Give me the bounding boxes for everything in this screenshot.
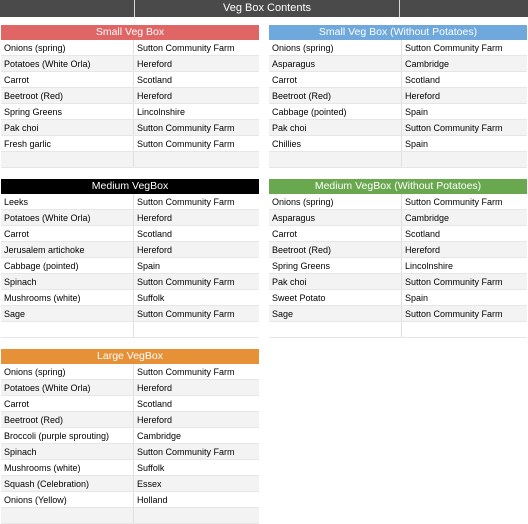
- table-row: [269, 152, 527, 168]
- table-row: [269, 226, 527, 242]
- item-name-cell[interactable]: Sage: [269, 306, 402, 321]
- item-origin-cell[interactable]: Suffolk: [137, 463, 165, 473]
- item-name-cell[interactable]: Squash (Celebration): [1, 476, 134, 491]
- table-row: [269, 40, 527, 56]
- item-origin-cell[interactable]: Scotland: [137, 75, 173, 85]
- medium-vegbox-without-potatoes-table: [269, 179, 527, 338]
- item-origin-cell[interactable]: Sutton Community Farm: [405, 197, 503, 207]
- table-row: [1, 380, 259, 396]
- item-origin-cell[interactable]: Sutton Community Farm: [405, 309, 503, 319]
- item-name-cell[interactable]: Potatoes (White Orla): [1, 380, 134, 395]
- item-origin-cell[interactable]: Sutton Community Farm: [405, 43, 503, 53]
- item-origin-cell[interactable]: Sutton Community Farm: [405, 277, 503, 287]
- large-vegbox-title[interactable]: Large VegBox: [1, 349, 259, 364]
- table-row: [269, 136, 527, 152]
- item-name-cell[interactable]: Cabbage (pointed): [269, 104, 402, 119]
- item-name-cell[interactable]: Carrot: [269, 72, 402, 87]
- item-name-cell[interactable]: Carrot: [269, 226, 402, 241]
- item-origin-cell[interactable]: Spain: [137, 261, 161, 271]
- table-row: [1, 412, 259, 428]
- header-cell[interactable]: [0, 0, 135, 17]
- item-name-cell[interactable]: Spinach: [1, 274, 134, 289]
- table-row: [1, 40, 259, 56]
- table-row: [1, 210, 259, 226]
- item-name-cell[interactable]: Asparagus: [269, 56, 402, 71]
- item-origin-cell[interactable]: Hereford: [137, 59, 173, 69]
- item-name-cell[interactable]: Leeks: [1, 194, 134, 209]
- item-name-cell[interactable]: Spinach: [1, 444, 134, 459]
- table-row: [269, 322, 527, 338]
- item-origin-cell[interactable]: Suffolk: [137, 293, 165, 303]
- item-origin-cell[interactable]: Spain: [405, 139, 429, 149]
- table-row: [269, 104, 527, 120]
- item-origin-cell[interactable]: [134, 322, 259, 337]
- item-name-cell[interactable]: [269, 152, 402, 167]
- item-name-cell[interactable]: Asparagus: [269, 210, 402, 225]
- item-name-cell[interactable]: Potatoes (White Orla): [1, 210, 134, 225]
- table-row: [1, 322, 259, 338]
- table-row: [1, 152, 259, 168]
- item-origin-cell[interactable]: [134, 152, 259, 167]
- item-name-cell[interactable]: Potatoes (White Orla): [1, 56, 134, 71]
- sheet-title[interactable]: Veg Box Contents: [222, 2, 312, 14]
- table-row: [1, 72, 259, 88]
- small-veg-box-without-potatoes-title[interactable]: Small Veg Box (Without Potatoes): [269, 25, 527, 40]
- item-name-cell[interactable]: Pak choi: [269, 274, 402, 289]
- item-origin-cell[interactable]: Hereford: [137, 415, 173, 425]
- item-origin-cell[interactable]: Sutton Community Farm: [137, 197, 235, 207]
- table-row: [269, 274, 527, 290]
- item-origin-cell[interactable]: Cambridge: [405, 213, 450, 223]
- item-name-cell[interactable]: Onions (spring): [269, 194, 402, 209]
- table-row: [1, 290, 259, 306]
- table-row: [269, 194, 527, 210]
- table-row: [1, 428, 259, 444]
- item-name-cell[interactable]: Sage: [1, 306, 134, 321]
- item-origin-cell[interactable]: Hereford: [137, 91, 173, 101]
- table-row: [269, 258, 527, 274]
- item-origin-cell[interactable]: Sutton Community Farm: [137, 447, 235, 457]
- item-origin-cell[interactable]: Hereford: [137, 245, 173, 255]
- item-origin-cell[interactable]: Hereford: [137, 383, 173, 393]
- item-name-cell[interactable]: Carrot: [1, 72, 134, 87]
- table-row: [269, 306, 527, 322]
- item-name-cell[interactable]: Spring Greens: [1, 104, 134, 119]
- small-veg-box-without-potatoes-table: [269, 25, 527, 168]
- item-origin-cell[interactable]: Hereford: [405, 245, 441, 255]
- item-origin-cell[interactable]: Scotland: [137, 399, 173, 409]
- item-origin-cell[interactable]: [402, 152, 527, 167]
- item-origin-cell[interactable]: Sutton Community Farm: [137, 139, 235, 149]
- header-cell[interactable]: [399, 0, 528, 17]
- table-row: [1, 274, 259, 290]
- item-name-cell[interactable]: Pak choi: [1, 120, 134, 135]
- item-origin-cell[interactable]: Hereford: [137, 213, 173, 223]
- item-name-cell[interactable]: [1, 508, 134, 523]
- table-row: [269, 72, 527, 88]
- table-row: [1, 476, 259, 492]
- item-name-cell[interactable]: Carrot: [1, 226, 134, 241]
- table-row: [1, 364, 259, 380]
- item-name-cell[interactable]: Mushrooms (white): [1, 460, 134, 475]
- item-name-cell[interactable]: [1, 322, 134, 337]
- table-row: [269, 242, 527, 258]
- item-name-cell[interactable]: Jerusalem artichoke: [1, 242, 134, 257]
- item-name-cell[interactable]: Pak choi: [269, 120, 402, 135]
- item-origin-cell[interactable]: [402, 322, 527, 337]
- item-origin-cell[interactable]: Spain: [405, 107, 429, 117]
- item-name-cell[interactable]: Carrot: [1, 396, 134, 411]
- item-name-cell[interactable]: [269, 322, 402, 337]
- table-row: [1, 88, 259, 104]
- item-name-cell[interactable]: Onions (spring): [1, 364, 134, 379]
- item-name-cell[interactable]: Beetroot (Red): [1, 88, 134, 103]
- item-origin-cell[interactable]: Scotland: [405, 229, 441, 239]
- item-origin-cell[interactable]: Lincolnshire: [137, 107, 186, 117]
- medium-vegbox-without-potatoes-title[interactable]: Medium VegBox (Without Potatoes): [269, 179, 527, 194]
- table-row: [1, 396, 259, 412]
- item-origin-cell[interactable]: Sutton Community Farm: [137, 277, 235, 287]
- table-row: [1, 226, 259, 242]
- large-vegbox-table: [1, 349, 259, 524]
- medium-vegbox-title[interactable]: Medium VegBox: [1, 179, 259, 194]
- table-row: [1, 104, 259, 120]
- table-row: [269, 210, 527, 226]
- item-origin-cell[interactable]: Cambridge: [137, 431, 182, 441]
- table-row: [1, 242, 259, 258]
- item-name-cell[interactable]: [1, 152, 134, 167]
- item-name-cell[interactable]: Chillies: [269, 136, 402, 151]
- item-origin-cell[interactable]: Hereford: [405, 91, 441, 101]
- item-origin-cell[interactable]: Spain: [405, 293, 429, 303]
- item-name-cell[interactable]: Mushrooms (white): [1, 290, 134, 305]
- table-row: [1, 460, 259, 476]
- item-origin-cell[interactable]: Sutton Community Farm: [137, 309, 235, 319]
- table-row: [1, 136, 259, 152]
- table-row: [1, 258, 259, 274]
- item-name-cell[interactable]: Beetroot (Red): [1, 412, 134, 427]
- item-name-cell[interactable]: Cabbage (pointed): [1, 258, 134, 273]
- item-origin-cell[interactable]: Essex: [137, 479, 162, 489]
- item-origin-cell[interactable]: Scotland: [137, 229, 173, 239]
- item-origin-cell[interactable]: Scotland: [405, 75, 441, 85]
- item-origin-cell[interactable]: Sutton Community Farm: [137, 367, 235, 377]
- table-row: [269, 88, 527, 104]
- item-name-cell[interactable]: Spring Greens: [269, 258, 402, 273]
- item-name-cell[interactable]: Onions (Yellow): [1, 492, 134, 507]
- table-row: [1, 120, 259, 136]
- item-origin-cell[interactable]: Sutton Community Farm: [405, 123, 503, 133]
- item-name-cell[interactable]: Fresh garlic: [1, 136, 134, 151]
- table-row: [1, 492, 259, 508]
- item-name-cell[interactable]: Sweet Potato: [269, 290, 402, 305]
- table-row: [269, 56, 527, 72]
- item-name-cell[interactable]: Beetroot (Red): [269, 88, 402, 103]
- sheet-header-bar: [0, 0, 528, 17]
- table-row: [269, 290, 527, 306]
- item-origin-cell[interactable]: Lincolnshire: [405, 261, 454, 271]
- item-name-cell[interactable]: Beetroot (Red): [269, 242, 402, 257]
- table-row: [1, 444, 259, 460]
- table-row: [1, 508, 259, 524]
- table-row: [269, 120, 527, 136]
- item-origin-cell[interactable]: Sutton Community Farm: [137, 43, 235, 53]
- medium-vegbox-table: [1, 179, 259, 338]
- item-origin-cell[interactable]: [134, 508, 259, 523]
- table-row: [1, 306, 259, 322]
- small-veg-box-title[interactable]: Small Veg Box: [1, 25, 259, 40]
- item-name-cell[interactable]: Broccoli (purple sprouting): [1, 428, 134, 443]
- table-row: [1, 194, 259, 210]
- item-name-cell[interactable]: Onions (spring): [1, 40, 134, 55]
- table-row: [1, 56, 259, 72]
- item-name-cell[interactable]: Onions (spring): [269, 40, 402, 55]
- item-origin-cell[interactable]: Sutton Community Farm: [137, 123, 235, 133]
- item-origin-cell[interactable]: Cambridge: [405, 59, 450, 69]
- small-veg-box-table: [1, 25, 259, 168]
- item-origin-cell[interactable]: Holland: [137, 495, 168, 505]
